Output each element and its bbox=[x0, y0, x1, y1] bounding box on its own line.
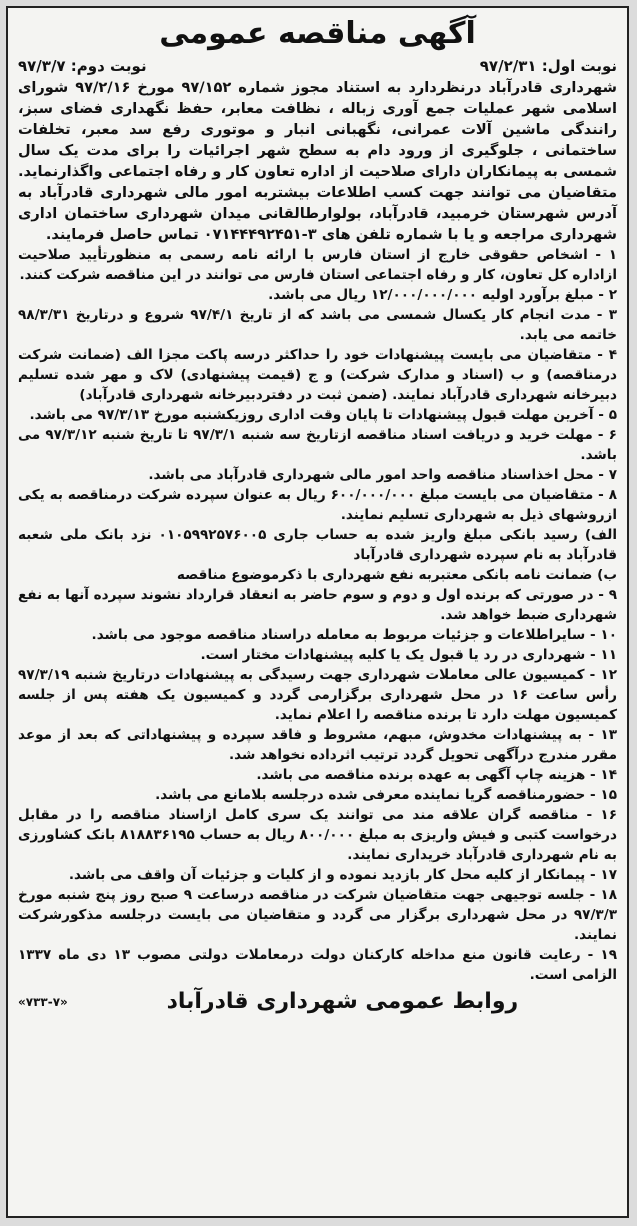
condition-item-17: ۱۷ - پیمانکار از کلیه محل کار بازدید نموده و از کلیات و جزئیات آن واقف می باشد. bbox=[68, 867, 617, 883]
condition-item-4: ۴ - متقاضیان می بایست پیشنهادات خود را حداکثر درسه پاکت مجزا الف (ضمانت شرکت درمناقصه) و ب (اسناد و مدارک شرکت) و ج (قیمت پیشنهادی) لاک و مهر شده تسلیم دبیرخانه شهرداری قادرآباد نمایند. (ضمن ثبت در دفتردبیرخانه شهرداری قادرآباد) bbox=[18, 347, 617, 403]
condition-item-5: ۵ - آخرین مهلت قبول پیشنهادات تا پایان وقت اداری روزیکشنبه مورخ ۹۷/۳/۱۳ می باشد. bbox=[29, 407, 617, 423]
condition-item-3: ۳ - مدت انجام کار یکسال شمسی می باشد که از تاریخ ۹۷/۴/۱ شروع و درتاریخ ۹۸/۳/۳۱ خاتمه می یابد. bbox=[18, 307, 617, 343]
condition-item-8a: الف) رسید بانکی مبلغ واریز شده به حساب جاری ۰۱۰۵۹۹۲۵۷۶۰۰۵ نزد بانک ملی شعبه قادرآباد به نام سپرده شهرداری قادرآباد bbox=[18, 527, 617, 563]
condition-item-13: ۱۳ - به پیشنهادات مخدوش، مبهم، مشروط و فاقد سپرده و پیشنهاداتی که بعد از موعد مقرر مندرج درآگهی تحویل گردد ترتیب اثرداده نخواهد شد. bbox=[18, 727, 617, 763]
reference-code: «۷۳۳-۷» bbox=[18, 994, 68, 1009]
condition-item-16: ۱۶ - مناقصه گران علاقه مند می توانند یک سری کامل ازاسناد مناقصه را در مقابل درخواست کتبی و فیش واریزی به مبلغ ۸۰۰/۰۰۰ ریال به حساب ۸۱۸۸۳۶۱۹۵ بانک کشاورزی به نام شهرداری قادرآباد خریداری نمایند. bbox=[18, 807, 617, 863]
condition-item-10: ۱۰ - سایراطلاعات و جزئیات مربوط به معامله دراسناد مناقصه موجود می باشد. bbox=[91, 627, 617, 643]
condition-item-19: ۱۹ - رعایت قانون منع مداخله کارکنان دولت درمعاملات دولتی مصوب ۱۳ دی ماه ۱۳۳۷ الزامی است. bbox=[18, 947, 617, 983]
condition-item-1: ۱ - اشخاص حقوقی خارج از استان فارس با ارائه نامه رسمی به منظورتأیید صلاحیت ازاداره کل تعاون، کار و رفاه اجتماعی استان فارس می توانند در این مناقصه شرکت کنند. bbox=[18, 247, 617, 283]
tender-notice bbox=[6, 6, 629, 1218]
public-relations-signature: روابط عمومی شهرداری قادرآباد bbox=[166, 989, 519, 1014]
first-notice-date: نوبت اول: ۹۷/۲/۳۱ bbox=[479, 57, 617, 75]
condition-item-12: ۱۲ - کمیسیون عالی معاملات شهرداری جهت رسیدگی به پیشنهادات درتاریخ شنبه ۹۷/۳/۱۹ رأس ساعت ۱۶ در محل شهرداری برگزارمی گردد و کمیسیون یک هفته پس از جلسه کمیسیون مهلت دارد تا برنده مناقصه را اعلام نماید. bbox=[18, 667, 617, 723]
condition-item-9: ۹ - در صورتی که برنده اول و دوم و سوم حاضر به انعقاد قرارداد نشوند سپرده آنها به نفع شهرداری ضبط خواهد شد. bbox=[18, 587, 617, 623]
condition-item-8b: ب) ضمانت نامه بانکی معتبربه نفع شهرداری با ذکرموضوع مناقصه bbox=[176, 567, 617, 583]
condition-item-15: ۱۵ - حضورمناقصه گریا نماینده معرفی شده درجلسه بلامانع می باشد. bbox=[155, 787, 617, 803]
condition-item-14: ۱۴ - هزینه چاپ آگهی به عهده برنده مناقصه می باشد. bbox=[256, 767, 617, 783]
condition-item-18: ۱۸ - جلسه توجیهی جهت متقاضیان شرکت در مناقصه درساعت ۹ صبح روز پنج شنبه مورخ ۹۷/۳/۳ در محل شهرداری برگزار می گردد و متقاضیان می بایست درجلسه مذکورشرکت نمایند. bbox=[18, 887, 618, 943]
condition-item-11: ۱۱ - شهرداری در رد یا قبول یک یا کلیه پیشنهادات مختار است. bbox=[200, 647, 617, 663]
notice-title: آگهی مناقصه عمومی bbox=[159, 16, 476, 51]
condition-item-7: ۷ - محل اخذاسناد مناقصه واحد امور مالی شهرداری قادرآباد می باشد. bbox=[148, 467, 617, 483]
condition-item-2: ۲ - مبلغ برآورد اولیه ۱۲/۰۰۰/۰۰۰/۰۰۰ ریال می باشد. bbox=[268, 287, 617, 303]
condition-item-8: ۸ - متقاضیان می بایست مبلغ ۶۰۰/۰۰۰/۰۰۰ ریال به عنوان سپرده شرکت درمناقصه به یکی ازروشهای ذیل به شهرداری تسلیم نمایند. bbox=[18, 487, 617, 523]
notice-footer bbox=[18, 989, 617, 1014]
notice-dates bbox=[18, 56, 617, 76]
notice-intro: شهرداری قادرآباد درنظردارد به استناد مجوز شماره ۹۷/۱۵۲ مورخ ۹۷/۲/۱۶ شورای اسلامی شهر عملیات جمع آوری زباله ، نظافت معابر، حفظ نگهداری فضای سبز، رانندگی ماشین آلات عمرانی، نگهبانی انبار و موتوری رفع سد معبر، تخلفات ساختمانی ، جلوگیری از ورود دام به سطح شهر اجرائیات را برای مدت یک سال شمسی به پیمانکاران دارای صلاحیت از اداره تعاون کار و رفاه اجتماعی واگذارنماید. متقاضیان می توانند جهت کسب اطلاعات بیشتربه امور مالی شهرداری قادرآباد به آدرس شهرستان خرمبید، قادرآباد، بولوارطالقانی میدان شهرداری ساختمان اداری شهرداری مراجعه و یا با شماره تلفن های ۳-۰۷۱۴۴۴۹۲۴۵۱ تماس حاصل فرمایند. bbox=[18, 79, 617, 243]
conditions-list bbox=[18, 245, 617, 985]
condition-item-6: ۶ - مهلت خرید و دریافت اسناد مناقصه ازتاریخ سه شنبه ۹۷/۳/۱ تا تاریخ شنبه ۹۷/۳/۱۲ می باشد. bbox=[18, 427, 617, 463]
second-notice-date: نوبت دوم: ۹۷/۳/۷ bbox=[18, 57, 147, 75]
